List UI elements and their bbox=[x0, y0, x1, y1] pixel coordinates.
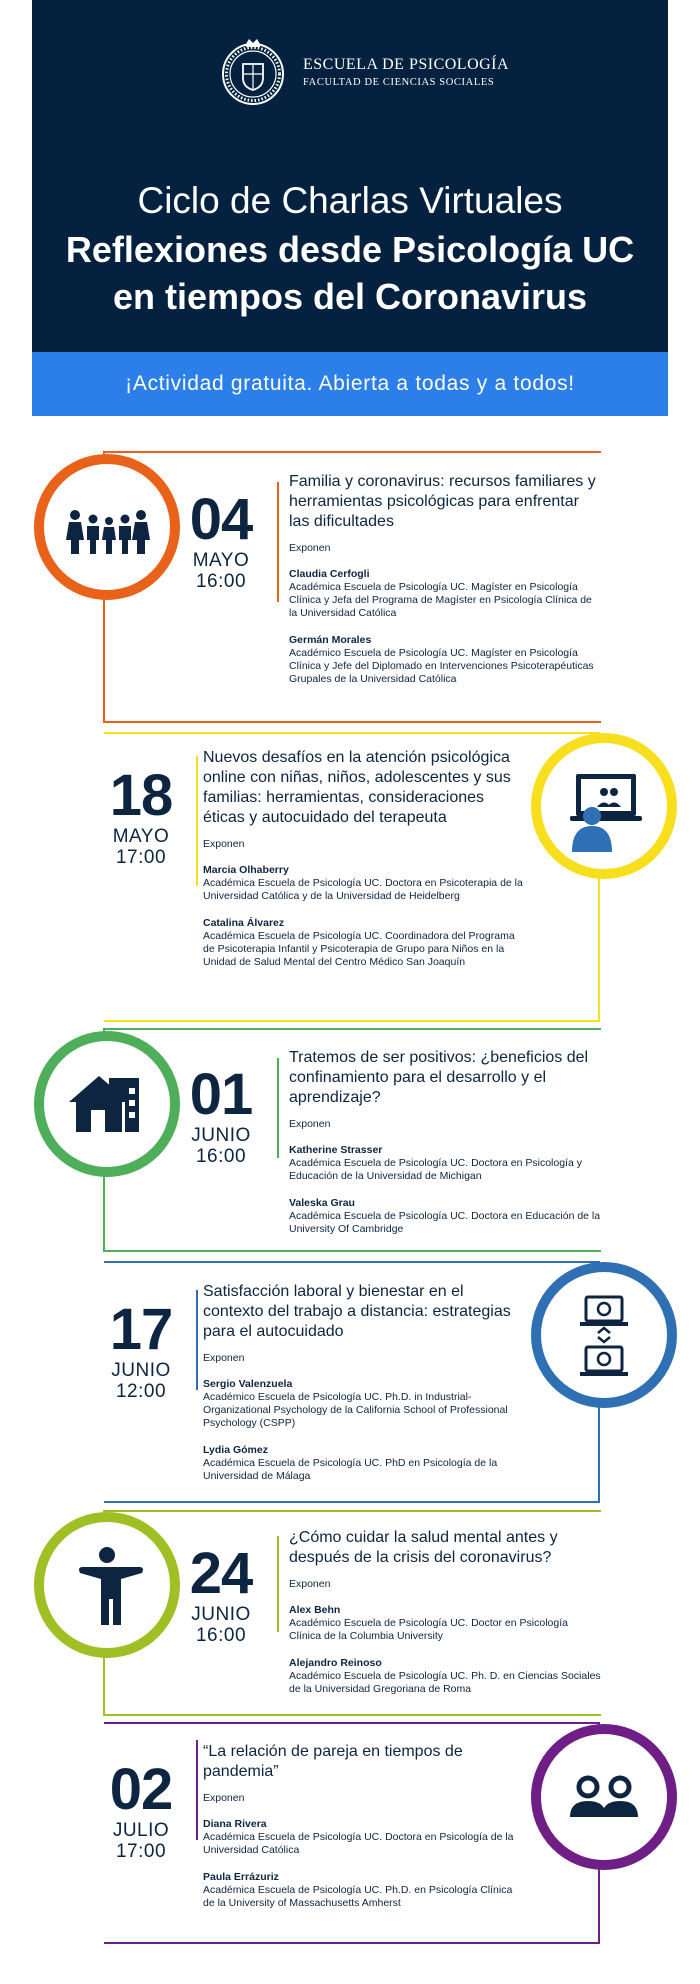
speaker-name: Marcia Olhaberry bbox=[203, 864, 289, 876]
event-icon-circle bbox=[34, 1512, 180, 1658]
event-month: JUNIO bbox=[191, 1125, 251, 1146]
couple-icon bbox=[558, 1751, 650, 1843]
university-seal-icon bbox=[217, 36, 289, 108]
event-month: JULIO bbox=[112, 1820, 170, 1841]
event-time: 16:00 bbox=[195, 1625, 247, 1646]
speaker-name: Catalina Álvarez bbox=[203, 917, 285, 929]
home-icon bbox=[61, 1058, 153, 1150]
exponen-label: Exponen bbox=[203, 838, 245, 850]
event-icon-circle bbox=[34, 1031, 180, 1177]
event-title: Familia y coronavirus: recursos familiares y herramientas psicológicas para enfrentar las dificultades bbox=[289, 473, 596, 530]
speaker-bio: Académica Escuela de Psicología UC. Doctora en Educación de la University Of Cambridge bbox=[289, 1210, 601, 1235]
event-title: Satisfacción laboral y bienestar en el contexto del trabajo a distancia: estrategias para el autocuidado bbox=[203, 1283, 511, 1340]
speaker-name: Germán Morales bbox=[289, 634, 372, 646]
speaker-bio: Académica Escuela de Psicología UC. Doctora en Psicología y Educación de la Universidad de Michigan bbox=[289, 1157, 582, 1182]
event-time: 16:00 bbox=[195, 571, 247, 592]
event-month: JUNIO bbox=[111, 1360, 171, 1381]
event-title: ¿Cómo cuidar la salud mental antes y después de la crisis del coronavirus? bbox=[289, 1529, 558, 1566]
exponen-label: Exponen bbox=[289, 542, 331, 554]
exponen-label: Exponen bbox=[289, 1578, 331, 1590]
event-divider bbox=[277, 1536, 279, 1632]
speaker-bio: Académico Escuela de Psicología UC. Magíster en Psicología Clínica y Jefe del Diplomado en Intervenciones Psicoterapéuticas Grupales de la Universidad Católica bbox=[289, 647, 594, 685]
title-line-3: en tiempos del Coronavirus bbox=[112, 276, 588, 317]
speaker-name: Claudia Cerfogli bbox=[289, 568, 370, 580]
event-month: JUNIO bbox=[191, 1604, 251, 1625]
speaker-bio: Académica Escuela de Psicología UC. Doctora en Psicoterapia de la Universidad Católica y de la Universidad de Heidelberg bbox=[203, 877, 523, 902]
event-day: 24 bbox=[189, 1541, 253, 1606]
family-icon bbox=[61, 481, 153, 573]
speaker-name: Katherine Strasser bbox=[289, 1144, 383, 1156]
laptops-icon bbox=[558, 1289, 650, 1381]
speaker-bio: Académica Escuela de Psicología UC. PhD en Psicología de la Universidad de Málaga bbox=[203, 1457, 498, 1482]
university-logo bbox=[217, 36, 509, 108]
speaker-bio: Académico Escuela de Psicología UC. Ph.D. in Industrial-Organizational Psychology de la California School of Professional Psychology (CSPP) bbox=[203, 1391, 508, 1429]
speaker-bio: Académica Escuela de Psicología UC. Magíster en Psicología Clínica y Jefa del Programa de Magíster en Psicología Clínica de la Universidad Católica bbox=[289, 581, 592, 619]
header bbox=[32, 0, 668, 352]
event-divider bbox=[196, 1740, 198, 1840]
speaker-name: Sergio Valenzuela bbox=[203, 1378, 293, 1390]
event-time: 17:00 bbox=[115, 847, 167, 868]
event-day: 02 bbox=[109, 1757, 173, 1822]
free-activity-banner: ¡Actividad gratuita. Abierta a todas y a todos! bbox=[32, 352, 668, 416]
title-line-2: Reflexiones desde Psicología UC bbox=[65, 229, 635, 270]
event-divider bbox=[277, 482, 279, 602]
speaker-name: Alejandro Reinoso bbox=[289, 1657, 382, 1669]
speaker-bio: Académica Escuela de Psicología UC. Doctora en Psicología de la Universidad Católica bbox=[203, 1831, 514, 1856]
event-divider bbox=[196, 756, 198, 886]
online-therapy-icon bbox=[558, 760, 650, 852]
speaker-name: Valeska Grau bbox=[289, 1197, 355, 1209]
school-name: ESCUELA DE PSICOLOGÍA bbox=[303, 56, 510, 73]
event-icon-circle bbox=[34, 454, 180, 600]
faculty-name: FACULTAD DE CIENCIAS SOCIALES bbox=[303, 77, 495, 88]
exponen-label: Exponen bbox=[289, 1118, 331, 1130]
event-time: 16:00 bbox=[195, 1146, 247, 1167]
event-day: 01 bbox=[189, 1062, 253, 1127]
event-title: Nuevos desafíos en la atención psicológica online con niñas, niños, adolescentes y sus familias: herramientas, consideraciones éticas y autocuidado del terapeuta bbox=[203, 749, 511, 826]
person-icon bbox=[61, 1539, 153, 1631]
speaker-name: Alex Behn bbox=[289, 1604, 341, 1616]
exponen-label: Exponen bbox=[203, 1352, 245, 1364]
event-month: MAYO bbox=[192, 550, 250, 571]
event-title: “La relación de pareja en tiempos de pandemia” bbox=[203, 1743, 463, 1780]
event-divider bbox=[196, 1290, 198, 1390]
event-day: 17 bbox=[109, 1297, 173, 1362]
speaker-name: Paula Errázuriz bbox=[203, 1871, 279, 1883]
event-day: 04 bbox=[189, 487, 253, 552]
exponen-label: Exponen bbox=[203, 1792, 245, 1804]
event-time: 12:00 bbox=[115, 1381, 167, 1402]
event-title: Tratemos de ser positivos: ¿beneficios del confinamiento para el desarrollo y el aprendizaje? bbox=[289, 1049, 589, 1106]
event-divider bbox=[277, 1058, 279, 1158]
event-icon-circle bbox=[531, 1262, 677, 1408]
speaker-name: Diana Rivera bbox=[203, 1818, 267, 1830]
speaker-bio: Académico Escuela de Psicología UC. Doctor en Psicología Clínica de la Columbia University bbox=[289, 1617, 568, 1642]
speaker-bio: Académica Escuela de Psicología UC. Ph.D. en Psicología Clínica de la University of Massachusetts Amherst bbox=[203, 1884, 513, 1909]
event-month: MAYO bbox=[112, 826, 170, 847]
event-icon-circle bbox=[531, 1724, 677, 1870]
speaker-name: Lydia Gómez bbox=[203, 1444, 268, 1456]
event-day: 18 bbox=[109, 763, 173, 828]
speaker-bio: Académico Escuela de Psicología UC. Ph. D. en Ciencias Sociales de la Universidad Gregoriana de Roma bbox=[289, 1670, 601, 1695]
event-icon-circle bbox=[531, 733, 677, 879]
event-time: 17:00 bbox=[115, 1841, 167, 1862]
speaker-bio: Académica Escuela de Psicología UC. Coordinadora del Programa de Psicoterapia Infantil y Psicoterapia de Grupo para Niños en la Unidad de Salud Mental del Centro Médico San Joaquín bbox=[203, 930, 515, 968]
title-line-1: Ciclo de Charlas Virtuales bbox=[137, 180, 563, 221]
